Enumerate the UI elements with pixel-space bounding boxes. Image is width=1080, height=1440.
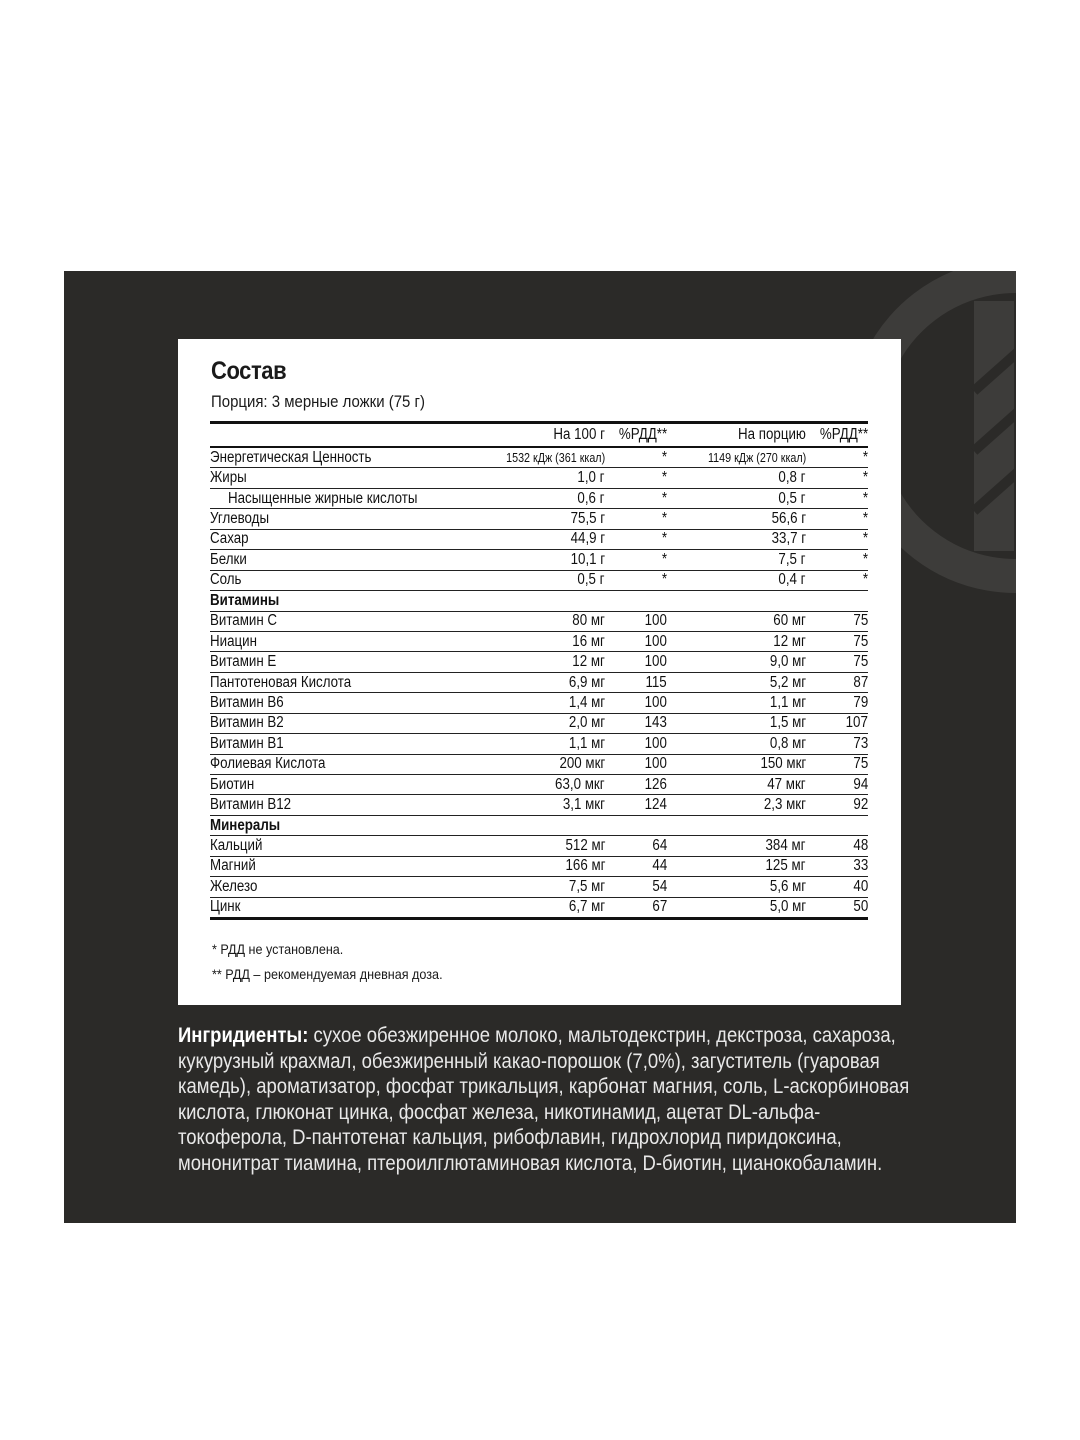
row-value: [673, 631, 812, 651]
row-value-text: 75: [853, 632, 868, 650]
footnote-rdd-not-set: * РДД не установлена.: [212, 941, 344, 957]
row-value: [673, 795, 812, 815]
row-label: [210, 550, 456, 570]
row-label: [210, 672, 456, 692]
row-value: [611, 631, 673, 651]
row-label-text: Ниацин: [210, 632, 257, 650]
row-value-text: 7,5 мг: [568, 877, 605, 895]
row-value: [812, 631, 868, 651]
row-value-text: 0,4 г: [778, 571, 806, 589]
row-label-text: Углеводы: [210, 510, 270, 528]
row-value: [611, 815, 673, 835]
row-value: [456, 509, 611, 529]
table-row: [210, 795, 868, 815]
row-value: [611, 529, 673, 549]
row-value-text: 48: [853, 837, 868, 855]
row-value: [611, 836, 673, 856]
table-row: [210, 447, 868, 468]
row-value-text: 1,4 мг: [568, 693, 605, 711]
portion-size: Порция: 3 мерные ложки (75 г): [211, 392, 425, 411]
row-value: [456, 468, 611, 488]
row-value: [812, 856, 868, 876]
row-value-text: 0,5 г: [778, 489, 806, 507]
row-value: [812, 897, 868, 918]
row-value-text: *: [661, 530, 668, 548]
row-value: [456, 775, 611, 795]
row-label-text: Витамин Е: [210, 653, 277, 671]
table-header-row: [210, 423, 868, 448]
row-value-text: 3,1 мкг: [562, 796, 605, 814]
row-value: [673, 529, 812, 549]
row-label: [210, 488, 456, 508]
row-value-text: *: [862, 489, 868, 507]
row-value: [456, 897, 611, 918]
row-value-text: 87: [853, 673, 868, 691]
nutrition-card: [178, 339, 901, 1005]
table-row: [210, 591, 868, 611]
row-value-text: 1532 кДж (361 ккал): [505, 450, 605, 465]
row-label: [210, 877, 456, 897]
row-value-text: 67: [652, 898, 668, 916]
row-label: [210, 447, 456, 468]
row-label: [210, 591, 456, 611]
row-value: [673, 570, 812, 590]
row-value: [812, 713, 868, 733]
footnote-rdd-definition: ** РДД – рекомендуемая дневная доза.: [212, 966, 443, 982]
row-label: [210, 795, 456, 815]
row-value-text: 100: [644, 734, 668, 752]
table-row: [210, 836, 868, 856]
table-row: [210, 734, 868, 754]
row-value-text: 47 мкг: [767, 775, 806, 793]
row-label: [210, 815, 456, 835]
header-rdd100: %РДД**: [618, 426, 668, 443]
row-value-text: 73: [853, 734, 868, 752]
table-row: [210, 856, 868, 876]
row-value: [673, 815, 812, 835]
row-value-text: 10,1 г: [570, 550, 605, 568]
row-value: [456, 693, 611, 713]
row-value-text: 6,7 мг: [568, 898, 605, 916]
row-label-text: Пантотеновая Кислота: [210, 673, 352, 691]
row-value-text: 75: [853, 612, 868, 630]
row-value: [456, 734, 611, 754]
row-value-text: 12 мг: [773, 632, 806, 650]
row-value: [673, 897, 812, 918]
row-value-text: 0,5 г: [577, 571, 605, 589]
row-value-text: 100: [644, 693, 668, 711]
table-row: [210, 509, 868, 529]
row-value-text: 100: [644, 653, 668, 671]
row-value: [456, 672, 611, 692]
row-value: [456, 488, 611, 508]
row-value: [611, 713, 673, 733]
row-value: [611, 447, 673, 468]
row-label-text: Витамин В2: [210, 714, 284, 732]
row-value-text: 16 мг: [572, 632, 605, 650]
row-value-text: 33: [853, 857, 868, 875]
table-row: [210, 693, 868, 713]
row-value-text: 5,6 мг: [769, 877, 806, 895]
row-value-text: 75,5 г: [570, 510, 605, 528]
footnotes: [212, 937, 468, 987]
table-row: [210, 488, 868, 508]
row-value-text: 0,8 г: [778, 469, 806, 487]
row-value: [812, 550, 868, 570]
row-value: [456, 856, 611, 876]
row-label-text: Магний: [210, 857, 256, 875]
row-value: [673, 836, 812, 856]
row-value-text: 100: [644, 632, 668, 650]
ingredients-label: Ингридиенты:: [178, 1023, 309, 1047]
row-value: [456, 529, 611, 549]
row-label-text: Кальций: [210, 837, 263, 855]
row-value-text: 2,0 мг: [568, 714, 605, 732]
row-value: [673, 877, 812, 897]
row-value-text: 75: [853, 755, 868, 773]
row-value-text: 5,0 мг: [769, 898, 806, 916]
row-value: [456, 815, 611, 835]
row-value: [456, 611, 611, 631]
row-label-text: Витамин С: [210, 612, 278, 630]
row-value: [812, 591, 868, 611]
row-value: [673, 447, 812, 468]
row-value-text: 44: [652, 857, 668, 875]
row-value-text: 60 мг: [773, 612, 806, 630]
header-cell: [673, 423, 812, 448]
row-label-text: Витамин В12: [210, 796, 292, 814]
row-value-text: 1,1 мг: [769, 693, 806, 711]
row-value-text: 63,0 мкг: [555, 775, 605, 793]
row-value: [673, 488, 812, 508]
row-value-text: *: [661, 448, 668, 466]
row-label: [210, 631, 456, 651]
row-value-text: 166 мг: [565, 857, 605, 875]
row-label-text: Витамин В6: [210, 693, 284, 711]
row-value: [456, 795, 611, 815]
row-value: [611, 795, 673, 815]
row-label: [210, 509, 456, 529]
row-label-text: Фолиевая Кислота: [210, 755, 326, 773]
row-value: [812, 509, 868, 529]
row-value: [611, 652, 673, 672]
row-value: [673, 652, 812, 672]
row-label: [210, 570, 456, 590]
table-row: [210, 877, 868, 897]
header-cell: [812, 423, 868, 448]
row-value-text: 7,5 г: [778, 550, 806, 568]
row-value-text: 80 мг: [572, 612, 605, 630]
table-row: [210, 815, 868, 835]
row-value-text: 6,9 мг: [568, 673, 605, 691]
row-value: [812, 488, 868, 508]
row-value-text: 33,7 г: [771, 530, 806, 548]
row-value: [611, 570, 673, 590]
row-label-text: Сахар: [210, 530, 249, 548]
table-row: [210, 897, 868, 918]
row-label-text: Витамины: [210, 591, 280, 609]
row-value-text: 0,6 г: [577, 489, 605, 507]
row-value: [673, 509, 812, 529]
row-label-text: Соль: [210, 571, 242, 589]
row-value: [456, 550, 611, 570]
row-value-text: 12 мг: [572, 653, 605, 671]
row-label: [210, 754, 456, 774]
row-label: [210, 775, 456, 795]
row-value-text: 125 мг: [765, 857, 806, 875]
row-value-text: 126: [644, 775, 668, 793]
row-value: [673, 468, 812, 488]
row-value: [456, 631, 611, 651]
row-value: [611, 591, 673, 611]
row-value-text: 0,8 мг: [769, 734, 806, 752]
row-value-text: 92: [853, 796, 868, 814]
row-value-text: 64: [652, 837, 668, 855]
row-value-text: *: [862, 469, 868, 487]
header-cell: [210, 423, 456, 448]
row-value: [812, 754, 868, 774]
row-value: [611, 693, 673, 713]
row-value-text: *: [661, 510, 668, 528]
row-value: [456, 877, 611, 897]
nutrition-table: [210, 421, 868, 920]
row-label: [210, 693, 456, 713]
row-label: [210, 529, 456, 549]
ingredients-list: сухое обезжиренное молоко, мальтодекстрин, декстроза, сахароза, кукурузный крахмал, обезжиренный какао-порошок (7,0%), загуститель (гуаровая камедь), ароматизатор, фосфат трикальция, карбонат магния, соль, L-аскорбиновая кислота, глюконат цинка, фосфат железа, никотинамид, ацетат DL-альфа-токоферола, D-пантотенат кальция, рибофлавин, гидрохлорид пиридоксина, мононитрат тиамина, птероилглютаминовая кислота, D-биотин, цианокобаламин.: [178, 1023, 910, 1175]
row-value: [812, 775, 868, 795]
row-value-text: 1,5 мг: [769, 714, 806, 732]
row-label: [210, 468, 456, 488]
row-value-text: 150 мкг: [760, 755, 806, 773]
row-value: [673, 754, 812, 774]
header-per-serving: На порцию: [737, 426, 806, 443]
row-label: [210, 611, 456, 631]
row-value: [673, 734, 812, 754]
row-value: [611, 877, 673, 897]
row-value-text: 200 мкг: [559, 755, 605, 773]
dark-panel: [64, 271, 1016, 1223]
row-value-text: 1149 кДж (270 ккал): [707, 450, 806, 465]
row-value-text: *: [862, 571, 868, 589]
row-label-text: Витамин В1: [210, 734, 284, 752]
row-label: [210, 897, 456, 918]
row-value: [456, 836, 611, 856]
table-row: [210, 468, 868, 488]
row-value-text: 143: [644, 714, 668, 732]
row-value: [673, 611, 812, 631]
row-value: [456, 447, 611, 468]
row-value: [456, 652, 611, 672]
row-value-text: *: [862, 448, 868, 466]
row-value-text: 94: [853, 775, 868, 793]
row-value: [611, 611, 673, 631]
row-value-text: 107: [845, 714, 868, 732]
row-value: [456, 713, 611, 733]
row-label-text: Железо: [210, 877, 258, 895]
table-row: [210, 611, 868, 631]
row-value: [812, 529, 868, 549]
row-value: [812, 877, 868, 897]
row-value: [673, 693, 812, 713]
row-value: [456, 754, 611, 774]
row-value: [611, 468, 673, 488]
row-value: [812, 611, 868, 631]
row-value: [611, 754, 673, 774]
row-value-text: 5,2 мг: [769, 673, 806, 691]
row-value-text: *: [661, 550, 668, 568]
table-row: [210, 550, 868, 570]
row-label: [210, 713, 456, 733]
header-rdd-serving: %РДД**: [819, 426, 868, 443]
header-cell: [611, 423, 673, 448]
row-value: [812, 468, 868, 488]
row-value-text: 100: [644, 755, 668, 773]
row-label-text: Энергетическая Ценность: [210, 448, 372, 466]
row-label-text: Белки: [210, 550, 247, 568]
row-value-text: 56,6 г: [771, 510, 806, 528]
row-value: [812, 795, 868, 815]
row-value: [673, 672, 812, 692]
row-value: [673, 713, 812, 733]
row-value: [611, 897, 673, 918]
row-value: [673, 775, 812, 795]
row-value: [611, 488, 673, 508]
table-row: [210, 631, 868, 651]
row-value-text: 1,0 г: [577, 469, 605, 487]
row-label-text: Биотин: [210, 775, 255, 793]
row-value-text: *: [862, 530, 868, 548]
row-value-text: 2,3 мкг: [763, 796, 806, 814]
card-title: Состав: [211, 357, 287, 385]
row-label-text: Минералы: [210, 816, 281, 834]
row-value: [812, 836, 868, 856]
row-value-text: *: [862, 510, 868, 528]
row-value-text: 124: [644, 796, 668, 814]
row-value-text: 75: [853, 653, 868, 671]
row-value: [812, 570, 868, 590]
row-value-text: 1,1 мг: [568, 734, 605, 752]
row-value: [673, 591, 812, 611]
row-value-text: 79: [853, 693, 868, 711]
row-value: [611, 509, 673, 529]
row-value: [812, 815, 868, 835]
row-value-text: *: [862, 550, 868, 568]
row-value: [812, 693, 868, 713]
row-value: [611, 734, 673, 754]
table-row: [210, 754, 868, 774]
row-value: [611, 550, 673, 570]
header-cell: [456, 423, 611, 448]
table-row: [210, 672, 868, 692]
row-label: [210, 652, 456, 672]
row-value-text: 384 мг: [765, 837, 806, 855]
row-value: [812, 652, 868, 672]
row-label: [210, 836, 456, 856]
row-value: [611, 775, 673, 795]
row-value-text: 40: [853, 877, 868, 895]
row-value-text: *: [661, 489, 668, 507]
row-value-text: 512 мг: [565, 837, 605, 855]
row-value: [456, 570, 611, 590]
row-value: [611, 672, 673, 692]
row-value: [673, 550, 812, 570]
row-value: [456, 591, 611, 611]
row-label-text: Цинк: [210, 898, 241, 916]
row-value-text: 115: [645, 673, 668, 691]
table-row: [210, 529, 868, 549]
row-value: [812, 734, 868, 754]
header-per100: На 100 г: [553, 426, 605, 443]
row-label: [210, 734, 456, 754]
row-value-text: *: [661, 571, 668, 589]
row-value-text: 100: [644, 612, 668, 630]
row-value-text: 50: [853, 898, 868, 916]
row-label: [210, 856, 456, 876]
row-value-text: *: [661, 469, 668, 487]
row-value: [673, 856, 812, 876]
table-row: [210, 713, 868, 733]
table-row: [210, 652, 868, 672]
ingredients-text: [178, 1023, 918, 1176]
table-row: [210, 775, 868, 795]
row-value-text: 9,0 мг: [769, 653, 806, 671]
row-label-text: Жиры: [210, 469, 247, 487]
row-label-text: Насыщенные жирные кислоты: [228, 489, 418, 507]
table-row: [210, 570, 868, 590]
row-value-text: 44,9 г: [570, 530, 605, 548]
row-value: [812, 447, 868, 468]
row-value: [812, 672, 868, 692]
row-value-text: 54: [652, 877, 668, 895]
row-value: [611, 856, 673, 876]
